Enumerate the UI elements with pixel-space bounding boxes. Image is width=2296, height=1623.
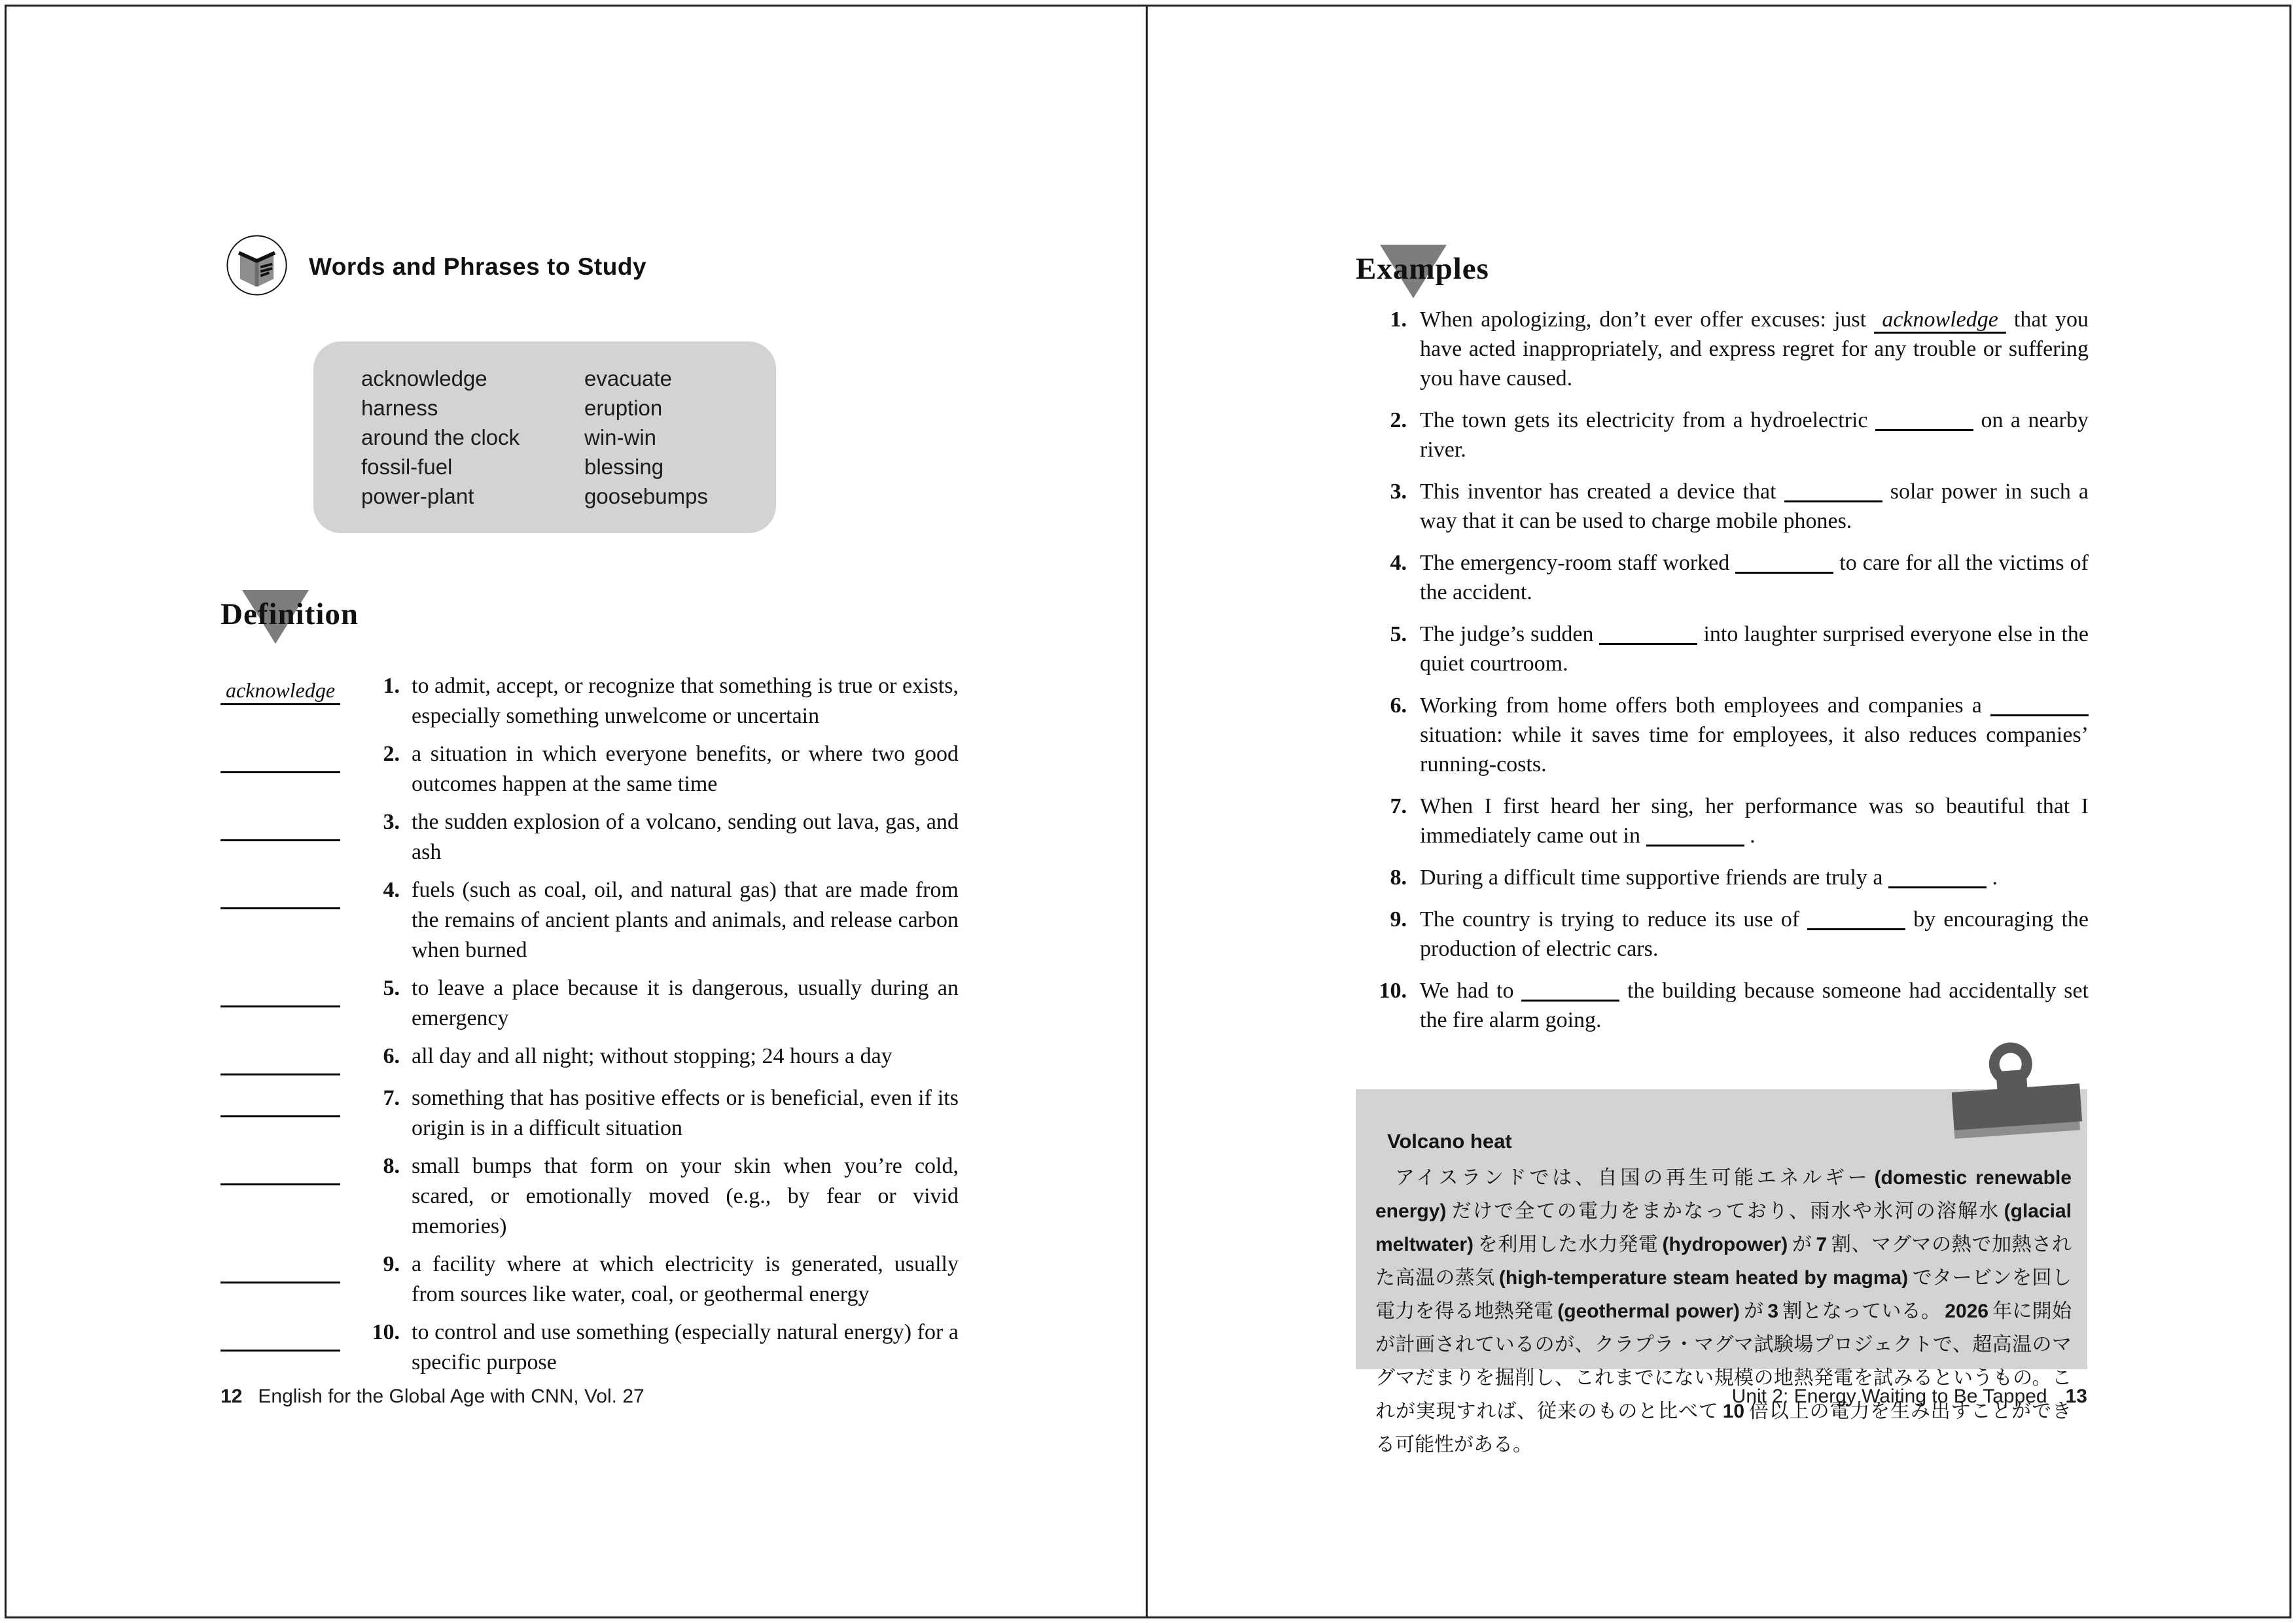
word-item: acknowledge xyxy=(361,366,487,391)
blank-line xyxy=(221,739,340,773)
note-bold-segment: (domestic renewable energy) xyxy=(1375,1167,2072,1222)
example-number: 6. xyxy=(1390,693,1407,718)
blank-line xyxy=(221,1083,340,1117)
example-text-segment: on a nearby river. xyxy=(1420,408,2089,462)
word-item: goosebumps xyxy=(584,484,708,508)
note-text-segment: アイスランドでは、自国の再生可能エネルギー xyxy=(1395,1167,1871,1189)
word-item: fossil-fuel xyxy=(361,455,453,479)
definition-number: 1. xyxy=(383,674,400,698)
definition-number: 10. xyxy=(372,1320,400,1344)
example-text-segment: During a difficult time supportive friends are truly a xyxy=(1420,865,1889,890)
definition-item xyxy=(221,1083,959,1143)
blank-line xyxy=(221,671,340,705)
example-number: 3. xyxy=(1390,480,1407,504)
word-list-column-2 xyxy=(584,364,708,533)
fill-blank xyxy=(1784,481,1882,502)
word-list-column-1 xyxy=(361,364,584,533)
definition-number: 2. xyxy=(383,742,400,766)
page-divider xyxy=(1146,5,1148,1618)
example-item xyxy=(1371,620,2089,678)
definition-number: 4. xyxy=(383,878,400,902)
example-text xyxy=(1407,691,2089,779)
example-item xyxy=(1371,477,2089,536)
filled-answer: acknowledge xyxy=(225,678,336,702)
definition-text: something that has positive effects or is beneficial, even if its origin is in a difficult situation xyxy=(412,1086,959,1140)
note-text-segment: 割となっている。 xyxy=(1782,1300,1941,1322)
definition-item xyxy=(221,807,959,867)
right-footer-text: Unit 2: Energy Waiting to Be Tapped xyxy=(1731,1386,2047,1407)
blank-line xyxy=(221,1249,340,1283)
note-bold-segment: (hydropower) xyxy=(1662,1234,1788,1255)
example-text-segment: . xyxy=(1987,865,1998,890)
definition-text: a situation in which everyone benefits, or where two good outcomes happen at the same time xyxy=(412,742,959,796)
blank-line xyxy=(221,973,340,1007)
definition-blank xyxy=(221,739,344,799)
note-bold-segment: (geothermal power) xyxy=(1557,1300,1740,1322)
blank-line xyxy=(221,1041,340,1075)
example-item xyxy=(1371,406,2089,464)
fill-blank xyxy=(1807,909,1905,930)
fill-blank xyxy=(1888,867,1987,888)
example-text-segment: The town gets its electricity from a hydroelectric xyxy=(1420,408,1875,432)
example-item xyxy=(1371,976,2089,1035)
note-body xyxy=(1375,1161,2072,1461)
examples-heading xyxy=(1356,242,1489,287)
definition-blank xyxy=(221,875,344,966)
word-item: eruption xyxy=(584,396,663,420)
word-item: harness xyxy=(361,396,438,420)
definition-text: the sudden explosion of a volcano, sending out lava, gas, and ash xyxy=(412,810,959,864)
example-text-segment: This inventor has created a device that xyxy=(1420,480,1784,504)
definition-number: 7. xyxy=(383,1086,400,1110)
note-title: Volcano heat xyxy=(1387,1130,1512,1153)
section-title: Words and Phrases to Study xyxy=(309,253,647,280)
definition-blank xyxy=(221,1151,344,1242)
note-text-segment: だけで全ての電力をまかなっており、雨水や氷河の溶解水 xyxy=(1450,1200,2000,1222)
example-number: 10. xyxy=(1379,979,1407,1003)
right-page-footer xyxy=(1732,1386,2087,1408)
note-text-segment: 倍以上の電力を生み出すことができる可能性がある。 xyxy=(1375,1401,2072,1456)
example-number: 8. xyxy=(1390,865,1407,890)
definition-number: 5. xyxy=(383,976,400,1000)
filled-answer: acknowledge xyxy=(1874,307,2006,334)
fill-blank xyxy=(1735,552,1833,574)
definition-text: to admit, accept, or recognize that something is true or exists, especially something unwelcome or uncertain xyxy=(412,674,959,728)
word-item: around the clock xyxy=(361,425,520,449)
example-number: 2. xyxy=(1390,408,1407,432)
fill-blank xyxy=(1646,825,1744,846)
blank-line xyxy=(221,875,340,909)
example-text-segment: situation: while it saves time for employees, it also reduces companies’ running-costs. xyxy=(1420,723,2089,777)
example-number: 5. xyxy=(1390,622,1407,646)
example-text xyxy=(1407,406,2089,464)
word-item: blessing xyxy=(584,455,664,479)
note-text-segment: 割、マグマの熱で加熱された高温の蒸気 xyxy=(1375,1234,2072,1289)
note-text-segment: を利用した水力発電 xyxy=(1477,1234,1659,1255)
fill-blank xyxy=(1990,695,2089,716)
word-item: evacuate xyxy=(584,366,672,391)
example-number: 4. xyxy=(1390,551,1407,575)
definition-item xyxy=(221,739,959,799)
example-number: 9. xyxy=(1390,907,1407,932)
example-text-segment: When apologizing, don’t ever offer excuses: just xyxy=(1420,307,1875,332)
example-text-segment: When I first heard her sing, her performance was so beautiful that I immediately came out in xyxy=(1420,794,2089,848)
definition-text: a facility where at which electricity is generated, usually from sources like water, coal, or geothermal energy xyxy=(412,1252,959,1306)
definition-blank xyxy=(221,1318,344,1378)
word-box xyxy=(313,341,776,533)
example-text-segment: into laughter surprised everyone else in the quiet courtroom. xyxy=(1420,622,2089,676)
example-text-segment: solar power in such a way that it can be used to charge mobile phones. xyxy=(1420,480,2089,533)
fill-blank xyxy=(1875,410,1973,431)
example-item xyxy=(1371,863,2089,892)
word-item: win-win xyxy=(584,425,657,449)
note-text-segment: でタービンを回し電力を得る地熱発電 xyxy=(1375,1267,2072,1322)
example-text xyxy=(1407,792,2089,850)
note-text-segment: が xyxy=(1792,1234,1812,1255)
definition-blank xyxy=(221,973,344,1034)
example-text xyxy=(1407,863,2089,892)
example-text-segment: to care for all the victims of the accident. xyxy=(1420,551,2089,604)
definition-item xyxy=(221,973,959,1034)
definition-blank xyxy=(221,1041,344,1075)
words-section-header xyxy=(226,234,646,300)
example-text xyxy=(1407,620,2089,678)
binder-clip-icon xyxy=(1952,1034,2086,1150)
example-text-segment: The country is trying to reduce its use of xyxy=(1420,907,1808,932)
right-page-number: 13 xyxy=(2065,1386,2087,1407)
examples-list xyxy=(1371,305,2089,1047)
definition-blank xyxy=(221,671,344,731)
example-text-segment: . xyxy=(1744,824,1756,848)
definition-item xyxy=(221,1151,959,1242)
fill-blank xyxy=(1599,623,1697,645)
example-text xyxy=(1407,548,2089,607)
definition-blank xyxy=(221,807,344,867)
definition-blank xyxy=(221,1083,344,1143)
example-text-segment: by encouraging the production of electric cars. xyxy=(1420,907,2089,961)
example-number: 1. xyxy=(1390,307,1407,332)
fill-blank xyxy=(1521,980,1619,1002)
definition-text: to control and use something (especially natural energy) for a specific purpose xyxy=(412,1320,959,1374)
definition-heading xyxy=(221,587,359,632)
blank-line xyxy=(221,807,340,841)
left-footer-text: English for the Global Age with CNN, Vol. 27 xyxy=(258,1386,645,1407)
note-bold-segment: 7 xyxy=(1816,1234,1828,1255)
blank-line xyxy=(221,1151,340,1185)
example-number: 7. xyxy=(1390,794,1407,818)
definition-number: 9. xyxy=(383,1252,400,1276)
definition-item xyxy=(221,671,959,731)
definition-text: fuels (such as coal, oil, and natural gas) that are made from the remains of ancient plants and animals, and release carbon when burned xyxy=(412,878,959,962)
example-text xyxy=(1407,905,2089,964)
note-text-segment: が xyxy=(1743,1300,1764,1322)
definition-number: 3. xyxy=(383,810,400,834)
definition-item xyxy=(221,1318,959,1378)
definition-item xyxy=(221,1249,959,1310)
example-item xyxy=(1371,548,2089,607)
left-page-number: 12 xyxy=(221,1386,243,1407)
note-bold-segment: 3 xyxy=(1767,1300,1779,1322)
example-text-segment: Working from home offers both employees and companies a xyxy=(1420,693,1990,718)
example-text-segment: The emergency-room staff worked xyxy=(1420,551,1736,575)
definition-blank xyxy=(221,1249,344,1310)
note-bold-segment: 10 xyxy=(1722,1401,1745,1422)
example-text-segment: We had to xyxy=(1420,979,1522,1003)
definition-list xyxy=(221,671,959,1386)
definition-number: 8. xyxy=(383,1154,400,1178)
blank-line xyxy=(221,1318,340,1352)
definition-item xyxy=(221,1041,959,1075)
note-bold-segment: 2026 xyxy=(1945,1300,1989,1322)
examples-heading-text: Examples xyxy=(1356,252,1489,286)
note-text-segment: 年に開始が計画されているのが、クラプラ・マグマ試験場プロジェクトで、超高温のマグマだまりを掘削し、これまでにない規模の地熱発電を試みるというもの。これが実現すれば、従来のものと比べて xyxy=(1375,1300,2072,1422)
open-book-icon xyxy=(226,234,288,300)
definition-item xyxy=(221,875,959,966)
definition-text: small bumps that form on your skin when you’re cold, scared, or emotionally moved (e.g., by fear or vivid memories) xyxy=(412,1154,959,1238)
example-item xyxy=(1371,691,2089,779)
example-text xyxy=(1407,976,2089,1035)
definition-text: all day and all night; without stopping; 24 hours a day xyxy=(412,1044,892,1068)
left-page-footer xyxy=(221,1386,645,1408)
example-item xyxy=(1371,792,2089,850)
example-item xyxy=(1371,905,2089,964)
example-text-segment: that you have acted inappropriately, and express regret for any trouble or suffering you have caused. xyxy=(1420,307,2089,391)
definition-text: to leave a place because it is dangerous, usually during an emergency xyxy=(412,976,959,1030)
word-item: power-plant xyxy=(361,484,474,508)
note-bold-segment: (glacial meltwater) xyxy=(1375,1200,2072,1255)
example-text xyxy=(1407,477,2089,536)
definition-number: 6. xyxy=(383,1044,400,1068)
example-item xyxy=(1371,305,2089,393)
note-bold-segment: (high-temperature steam heated by magma) xyxy=(1498,1267,1909,1289)
example-text-segment: The judge’s sudden xyxy=(1420,622,1600,646)
definition-heading-text: Definition xyxy=(221,597,359,631)
example-text-segment: the building because someone had accidentally set the fire alarm going. xyxy=(1420,979,2089,1032)
example-text xyxy=(1407,305,2089,393)
